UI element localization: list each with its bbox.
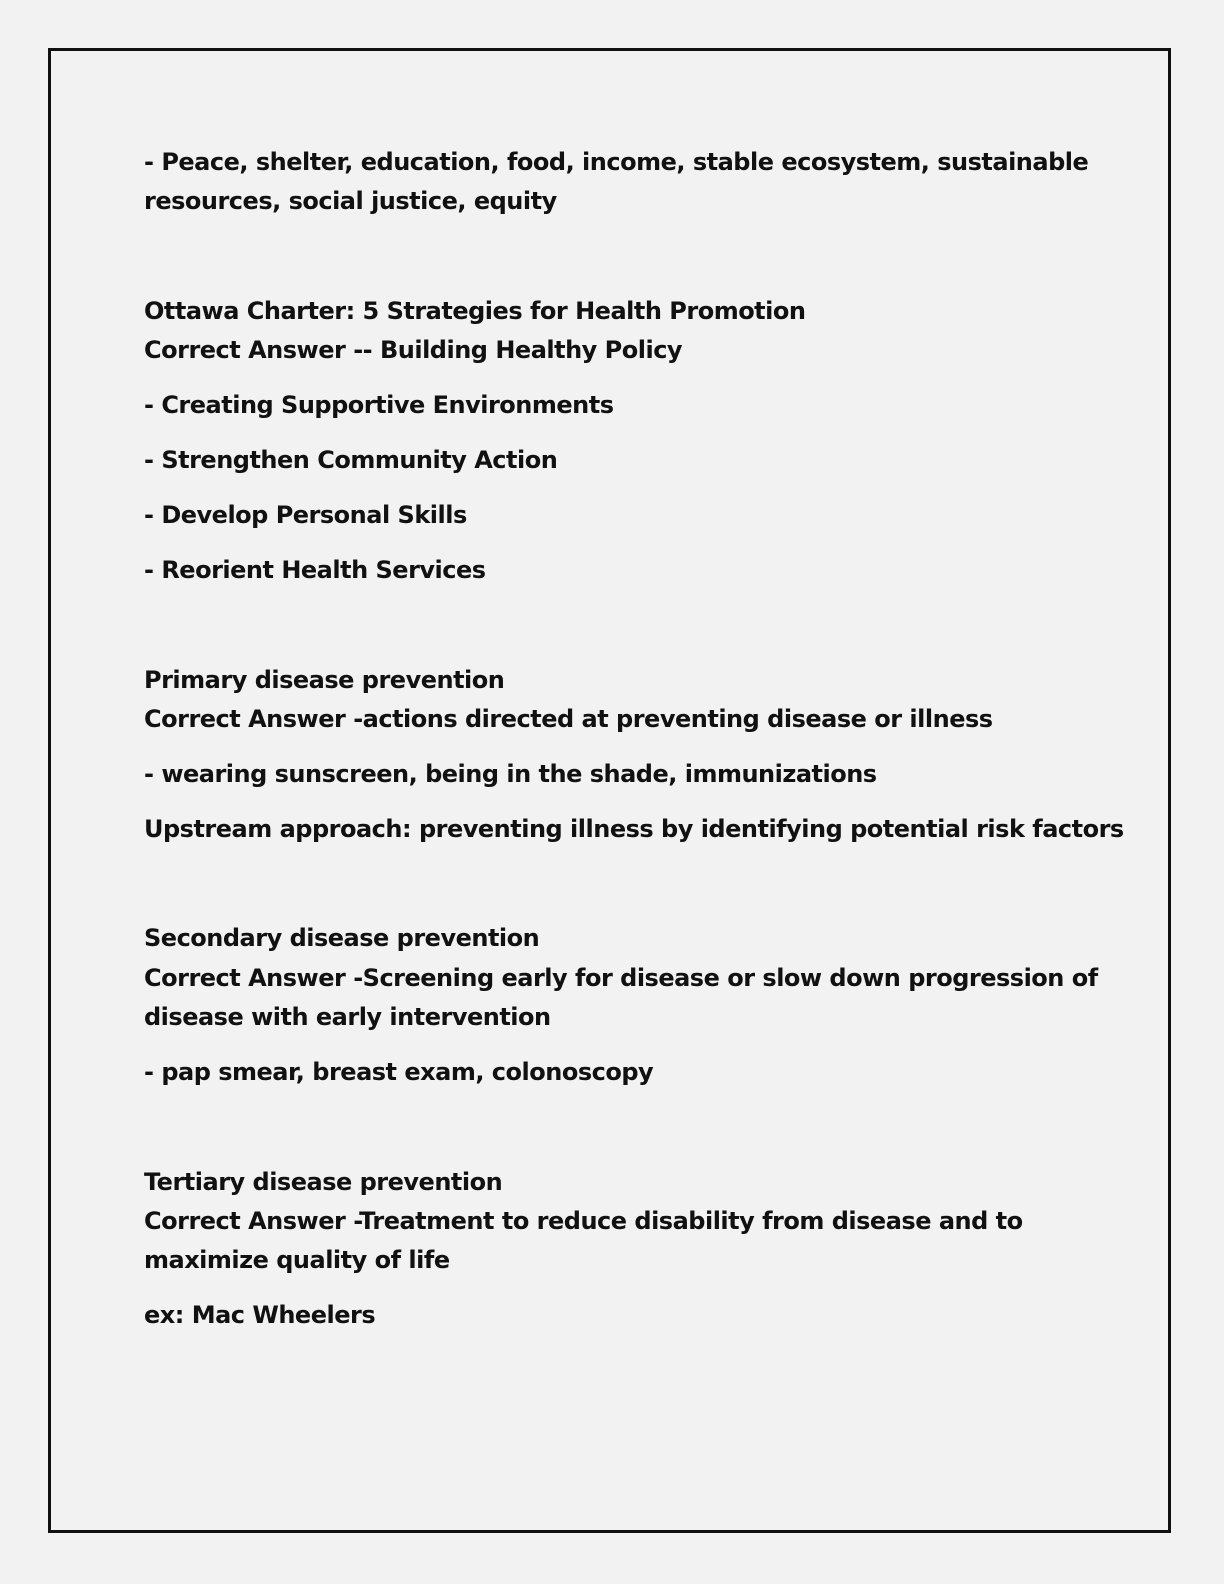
intro-line-1: - Peace, shelter, education, food, income, stable ecosystem, sustainable — [144, 148, 1089, 176]
primary-note: Upstream approach: preventing illness by identifying potential risk factors — [144, 815, 1124, 843]
secondary-answer-line-2: disease with early intervention — [144, 1003, 551, 1031]
ottawa-item-community-action: - Strengthen Community Action — [144, 446, 558, 474]
ottawa-question: Ottawa Charter: 5 Strategies for Health Promotion — [144, 297, 806, 325]
secondary-question: Secondary disease prevention — [144, 924, 540, 952]
secondary-answer-line-1: Correct Answer -Screening early for disease or slow down progression of — [144, 964, 1098, 992]
tertiary-answer-line-1: Correct Answer -Treatment to reduce disability from disease and to — [144, 1207, 1023, 1235]
ottawa-item-personal-skills: - Develop Personal Skills — [144, 501, 467, 529]
primary-example: - wearing sunscreen, being in the shade, immunizations — [144, 760, 877, 788]
primary-answer: Correct Answer -actions directed at preventing disease or illness — [144, 705, 993, 733]
tertiary-question: Tertiary disease prevention — [144, 1168, 503, 1196]
ottawa-answer: Correct Answer -- Building Healthy Policy — [144, 336, 683, 364]
intro-line-2: resources, social justice, equity — [144, 187, 557, 215]
secondary-example: - pap smear, breast exam, colonoscopy — [144, 1058, 654, 1086]
tertiary-example: ex: Mac Wheelers — [144, 1301, 376, 1329]
primary-question: Primary disease prevention — [144, 666, 505, 694]
ottawa-item-health-services: - Reorient Health Services — [144, 556, 486, 584]
tertiary-answer-line-2: maximize quality of life — [144, 1246, 450, 1274]
ottawa-item-supportive-environments: - Creating Supportive Environments — [144, 391, 614, 419]
